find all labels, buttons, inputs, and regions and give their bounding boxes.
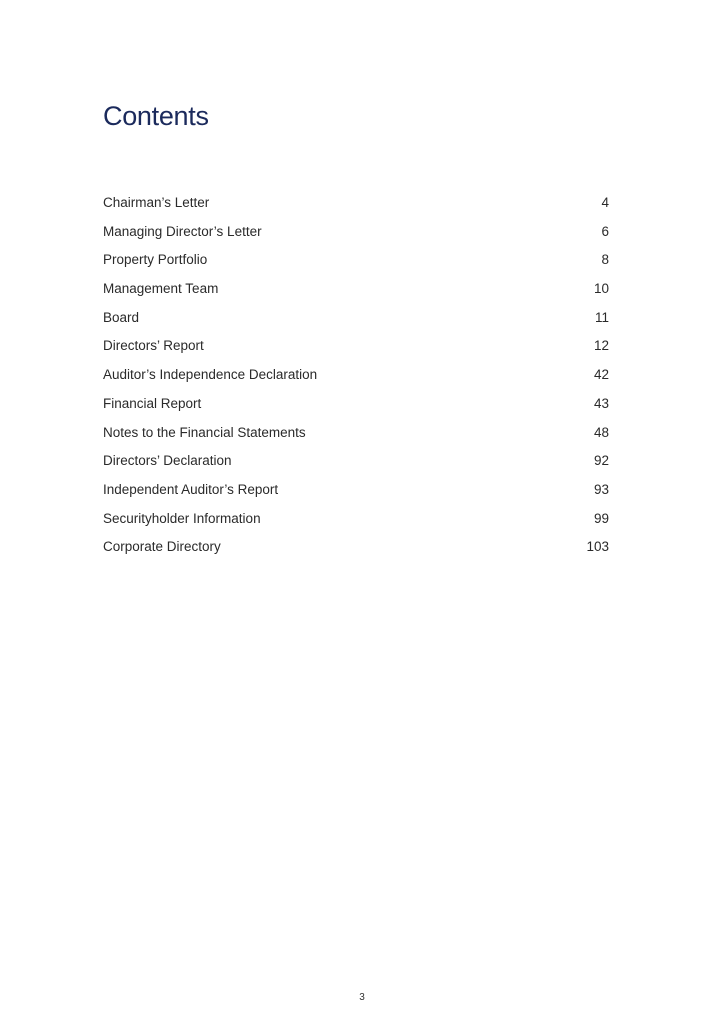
toc-entry-page: 99 [593,510,609,526]
toc-entry-label: Management Team [103,281,219,297]
toc-entry-label: Chairman’s Letter [103,195,210,210]
toc-entry[interactable] [103,192,609,221]
toc-entry-page: 43 [593,395,609,411]
toc-entry-page: 8 [601,252,609,268]
toc-entry-page: 42 [593,367,609,383]
toc-entry-label: Directors’ Report [103,338,204,354]
toc-entry-page: 11 [594,309,609,325]
toc-entry[interactable] [103,479,609,508]
toc-entry-page: 92 [593,453,609,469]
toc-entry-page: 48 [593,424,609,440]
toc-entry[interactable] [103,508,609,537]
toc-entry-page: 103 [586,539,609,555]
toc-entry-label: Auditor’s Independence Declaration [103,367,318,383]
toc-entry[interactable] [103,536,609,565]
toc-entry[interactable] [103,307,609,336]
toc-entry-page: 12 [593,338,609,354]
toc-entry-label: Independent Auditor’s Report [103,481,279,497]
toc-entry-label: Board [103,309,140,325]
toc-entry[interactable] [103,422,609,451]
toc-entry-page: 93 [593,481,609,497]
toc-entry-page: 6 [601,223,609,239]
toc-entry-label: Directors’ Declaration [103,453,232,469]
toc-entry[interactable] [103,450,609,479]
toc-entry[interactable] [103,393,609,422]
page-number: 3 [359,992,365,1003]
toc-entry[interactable] [103,249,609,278]
toc-entry[interactable] [103,364,609,393]
toc-entry-label: Managing Director’s Letter [103,223,262,239]
toc-entry-page: 10 [593,281,609,297]
toc-entry-page: 4 [601,195,609,210]
toc-entry-label: Corporate Directory [103,539,221,555]
toc-entry-label: Securityholder Information [103,510,261,526]
toc-entry[interactable] [103,335,609,364]
table-of-contents [103,192,609,565]
toc-entry-label: Financial Report [103,395,202,411]
toc-entry-label: Property Portfolio [103,252,208,268]
toc-entry[interactable] [103,221,609,250]
page-title: Contents [103,101,209,131]
toc-entry[interactable] [103,278,609,307]
toc-entry-label: Notes to the Financial Statements [103,424,306,440]
